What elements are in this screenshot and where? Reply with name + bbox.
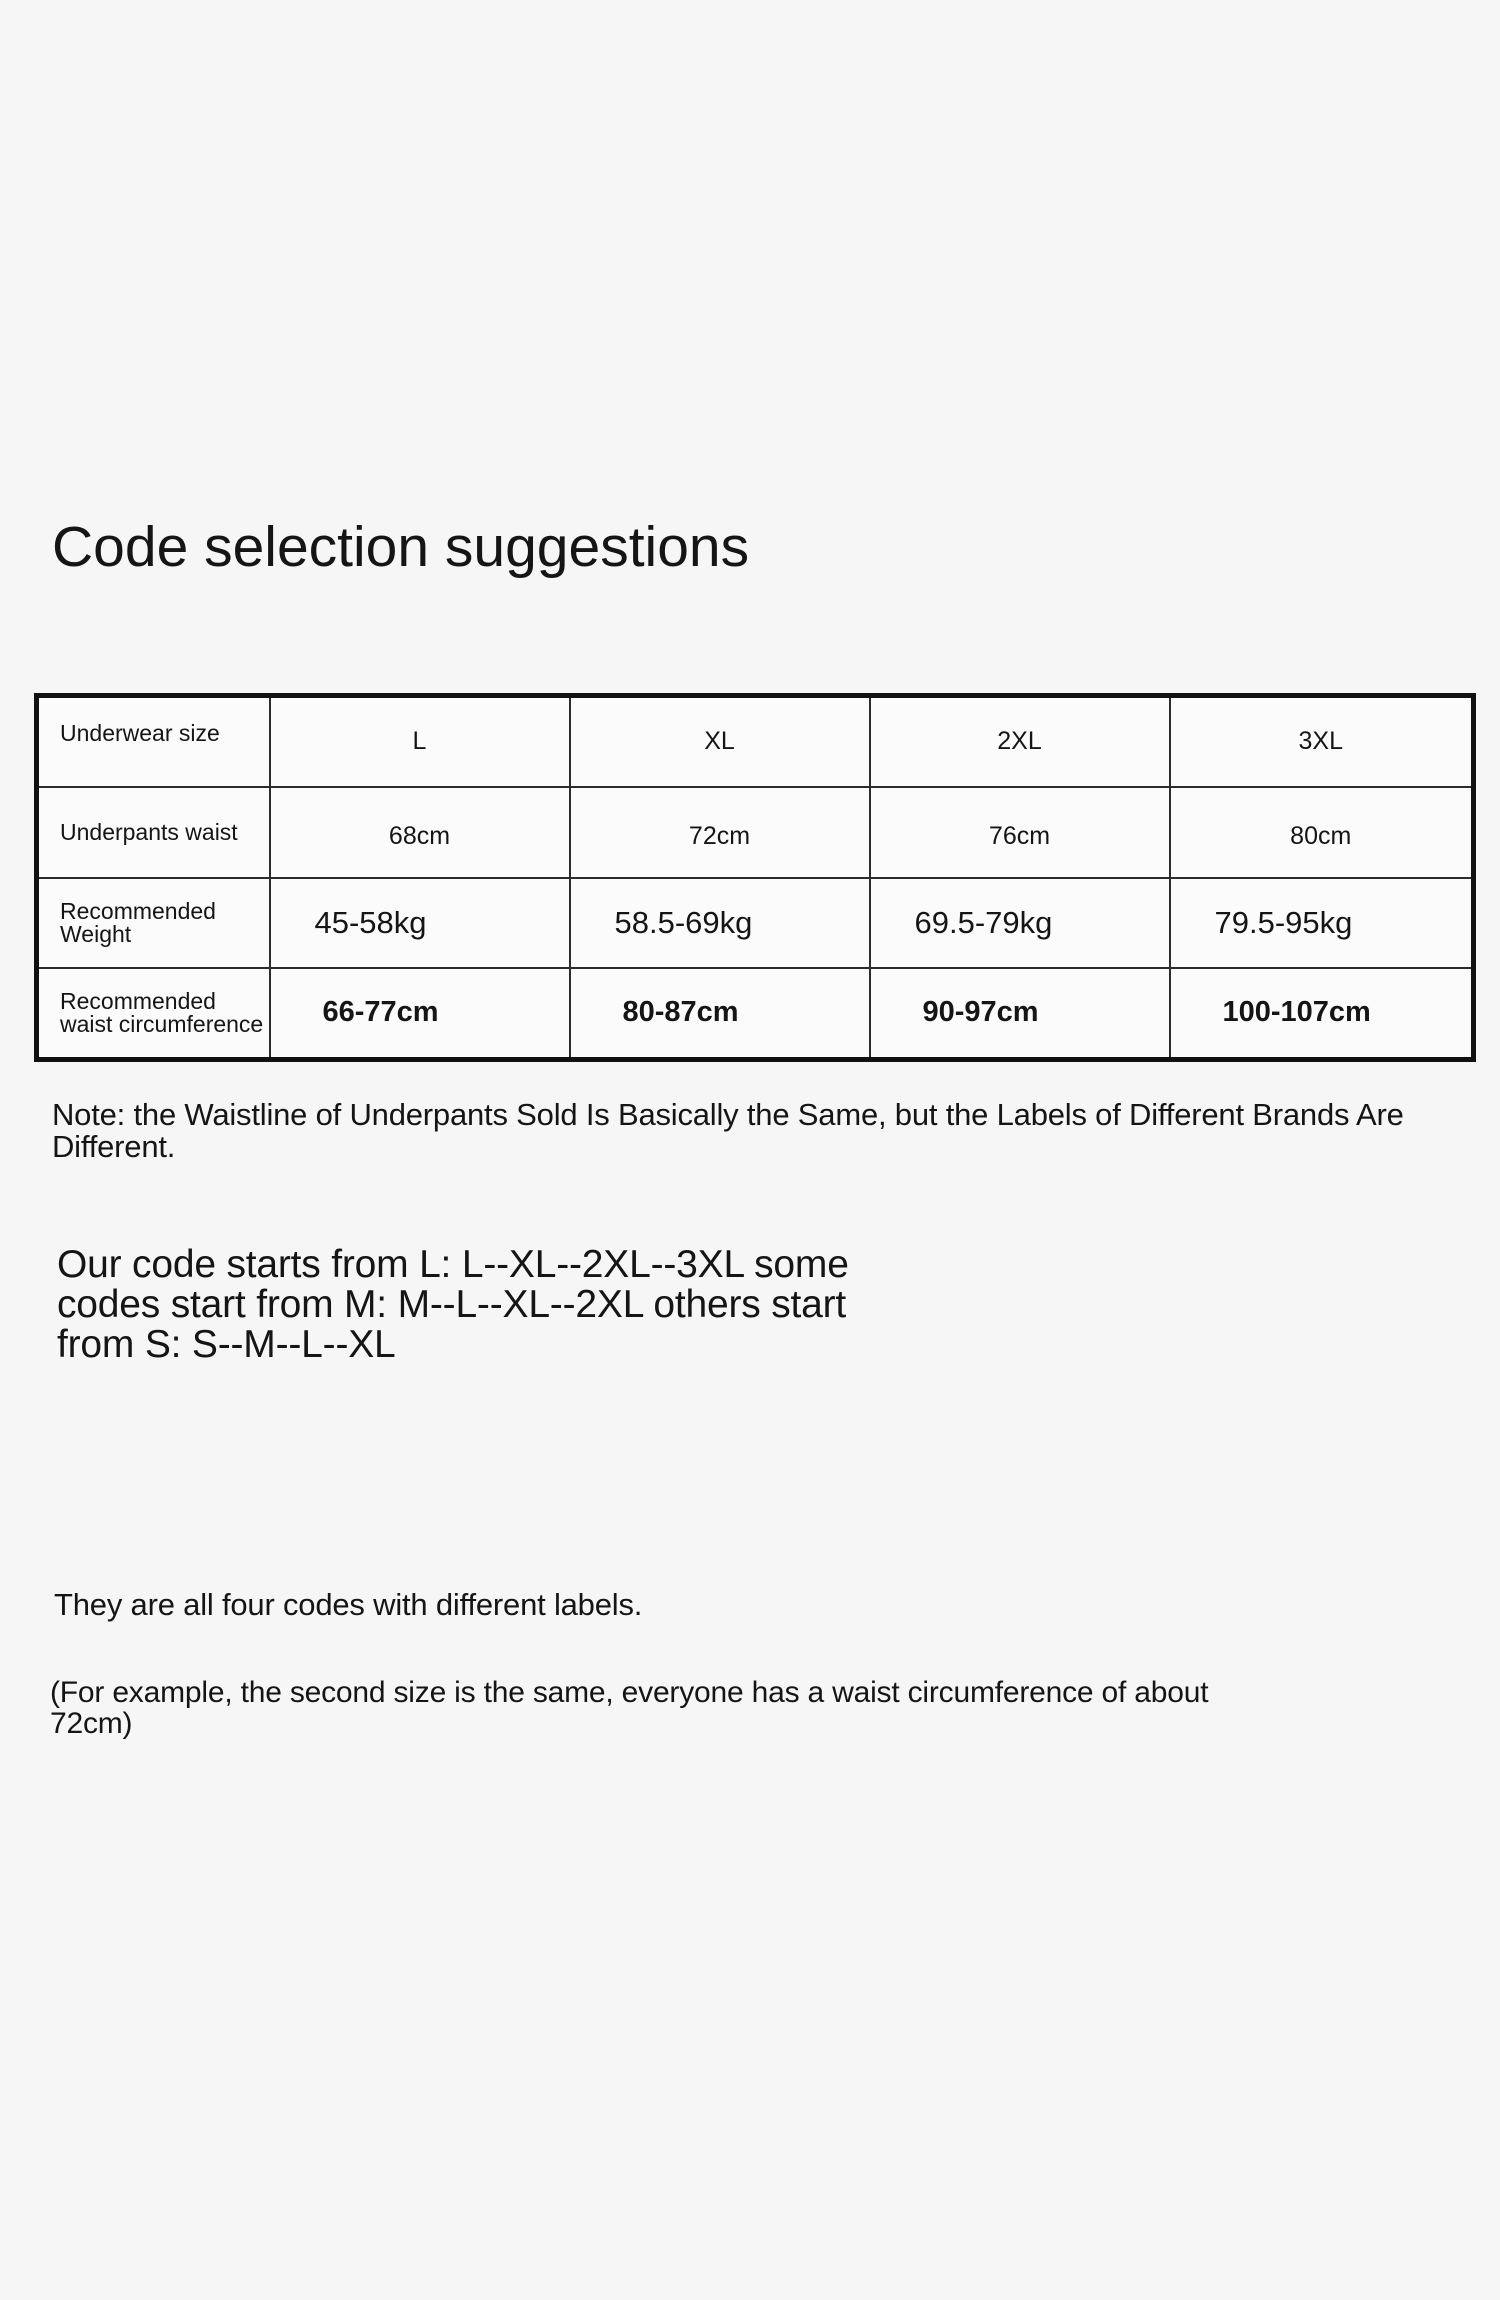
row-label-underpants-waist: Underpants waist	[37, 787, 270, 878]
example-note: (For example, the second size is the same, everyone has a waist circumference of about 72cm)	[50, 1676, 1209, 1741]
recommended-weight-l: 45-58kg	[270, 878, 570, 968]
recommended-waist-l: 66-77cm	[270, 968, 570, 1060]
recommended-waist-xl: 80-87cm	[570, 968, 870, 1060]
page-title: Code selection suggestions	[52, 515, 750, 579]
code-start-note: Our code starts from L: L--XL--2XL--3XL some codes start from M: M--L--XL--2XL others start from S: S--M--L--XL	[57, 1243, 849, 1367]
table-row-underpants-waist	[37, 787, 1474, 878]
underpants-waist-3xl: 80cm	[1170, 787, 1474, 878]
size-header-3xl: 3XL	[1170, 696, 1474, 787]
four-codes-note: They are all four codes with different labels.	[54, 1587, 643, 1622]
waistline-note: Note: the Waistline of Underpants Sold Is Basically the Same, but the Labels of Different Brands Are Different.	[52, 1097, 1404, 1164]
table-row-recommended-waist-circumference	[37, 968, 1474, 1060]
underpants-waist-l: 68cm	[270, 787, 570, 878]
row-label-recommended-waist-circumference: Recommended waist circumference	[37, 968, 270, 1060]
row-label-recommended-weight: Recommended Weight	[37, 878, 270, 968]
size-header-xl: XL	[570, 696, 870, 787]
size-header-2xl: 2XL	[870, 696, 1170, 787]
table-row-underwear-size	[37, 696, 1474, 787]
table-row-recommended-weight	[37, 878, 1474, 968]
recommended-waist-2xl: 90-97cm	[870, 968, 1170, 1060]
recommended-weight-xl: 58.5-69kg	[570, 878, 870, 968]
recommended-weight-2xl: 69.5-79kg	[870, 878, 1170, 968]
recommended-weight-3xl: 79.5-95kg	[1170, 878, 1474, 968]
size-header-l: L	[270, 696, 570, 787]
underpants-waist-xl: 72cm	[570, 787, 870, 878]
recommended-waist-3xl: 100-107cm	[1170, 968, 1474, 1060]
row-label-underwear-size: Underwear size	[37, 696, 270, 787]
size-chart-table	[34, 693, 1476, 1062]
underpants-waist-2xl: 76cm	[870, 787, 1170, 878]
